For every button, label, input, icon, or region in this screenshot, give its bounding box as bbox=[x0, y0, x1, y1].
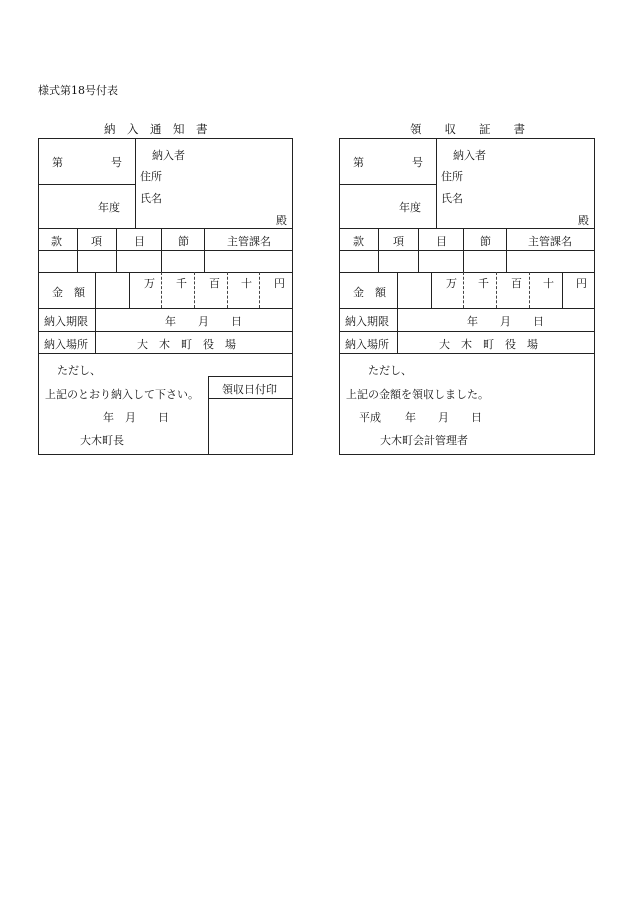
notice-header-kan: 款 bbox=[51, 235, 62, 248]
receipt-unit-juu: 十 bbox=[543, 277, 554, 290]
receipt-note-line1: ただし、 bbox=[368, 364, 412, 377]
receipt-header-setsu: 節 bbox=[480, 235, 491, 248]
notice-year-label: 年度 bbox=[98, 201, 120, 214]
notice-amount-label: 金 額 bbox=[52, 286, 85, 299]
receipt-place-value: 大 木 町 役 場 bbox=[439, 338, 538, 351]
notice-note-line1: ただし、 bbox=[57, 364, 101, 377]
notice-number-label: 第 bbox=[52, 156, 63, 169]
receipt-header-dept: 主管課名 bbox=[528, 235, 572, 248]
notice-title: 納 入 通 知 書 bbox=[104, 122, 208, 136]
form-label: 様式第18号付表 bbox=[38, 84, 118, 97]
receipt-header-kou: 項 bbox=[393, 235, 404, 248]
notice-honorific: 殿 bbox=[276, 214, 287, 227]
notice-place-value: 大 木 町 役 場 bbox=[137, 338, 236, 351]
notice-unit-juu: 十 bbox=[241, 277, 252, 290]
notice-deadline-date: 年 月 日 bbox=[165, 315, 242, 328]
notice-unit-en: 円 bbox=[274, 277, 285, 290]
receipt-number-suffix: 号 bbox=[412, 156, 423, 169]
notice-deadline-label: 納入期限 bbox=[44, 315, 88, 328]
notice-header-dept: 主管課名 bbox=[227, 235, 271, 248]
notice-number-suffix: 号 bbox=[111, 156, 122, 169]
receipt-header-moku: 目 bbox=[436, 235, 447, 248]
receipt-place-label: 納入場所 bbox=[345, 338, 389, 351]
receipt-unit-man: 万 bbox=[446, 277, 457, 290]
notice-date-line: 年 月 日 bbox=[103, 411, 169, 424]
notice-unit-hyaku: 百 bbox=[209, 277, 220, 290]
receipt-unit-sen: 千 bbox=[478, 277, 489, 290]
receipt-number-label: 第 bbox=[353, 156, 364, 169]
receipt-year-label: 年度 bbox=[399, 201, 421, 214]
receipt-note-line2: 上記の金額を領収しました。 bbox=[346, 388, 489, 401]
notice-header-moku: 目 bbox=[134, 235, 145, 248]
receipt-unit-hyaku: 百 bbox=[511, 277, 522, 290]
notice-unit-sen: 千 bbox=[176, 277, 187, 290]
receipt-signer: 大木町会計管理者 bbox=[380, 434, 468, 447]
receipt-honorific: 殿 bbox=[578, 214, 589, 227]
receipt-name-label: 氏名 bbox=[441, 192, 463, 205]
receipt-deadline-date: 年 月 日 bbox=[467, 315, 544, 328]
receipt-title: 領 収 証 書 bbox=[410, 122, 525, 136]
notice-payer-label: 納入者 bbox=[152, 149, 185, 162]
receipt-date-line: 年 月 日 bbox=[405, 411, 482, 424]
receipt-deadline-label: 納入期限 bbox=[345, 315, 389, 328]
notice-header-kou: 項 bbox=[91, 235, 102, 248]
receipt-payer-label: 納入者 bbox=[453, 149, 486, 162]
receipt-address-label: 住所 bbox=[441, 170, 463, 183]
notice-unit-man: 万 bbox=[144, 277, 155, 290]
notice-address-label: 住所 bbox=[140, 170, 162, 183]
notice-stamp-label: 領収日付印 bbox=[222, 383, 277, 396]
receipt-era: 平成 bbox=[359, 411, 381, 424]
notice-signer: 大木町長 bbox=[80, 434, 124, 447]
notice-header-setsu: 節 bbox=[178, 235, 189, 248]
notice-note-line2: 上記のとおり納入して下さい。 bbox=[45, 388, 199, 401]
notice-place-label: 納入場所 bbox=[44, 338, 88, 351]
notice-name-label: 氏名 bbox=[140, 192, 162, 205]
receipt-unit-en: 円 bbox=[576, 277, 587, 290]
receipt-amount-label: 金 額 bbox=[353, 286, 386, 299]
receipt-header-kan: 款 bbox=[353, 235, 364, 248]
